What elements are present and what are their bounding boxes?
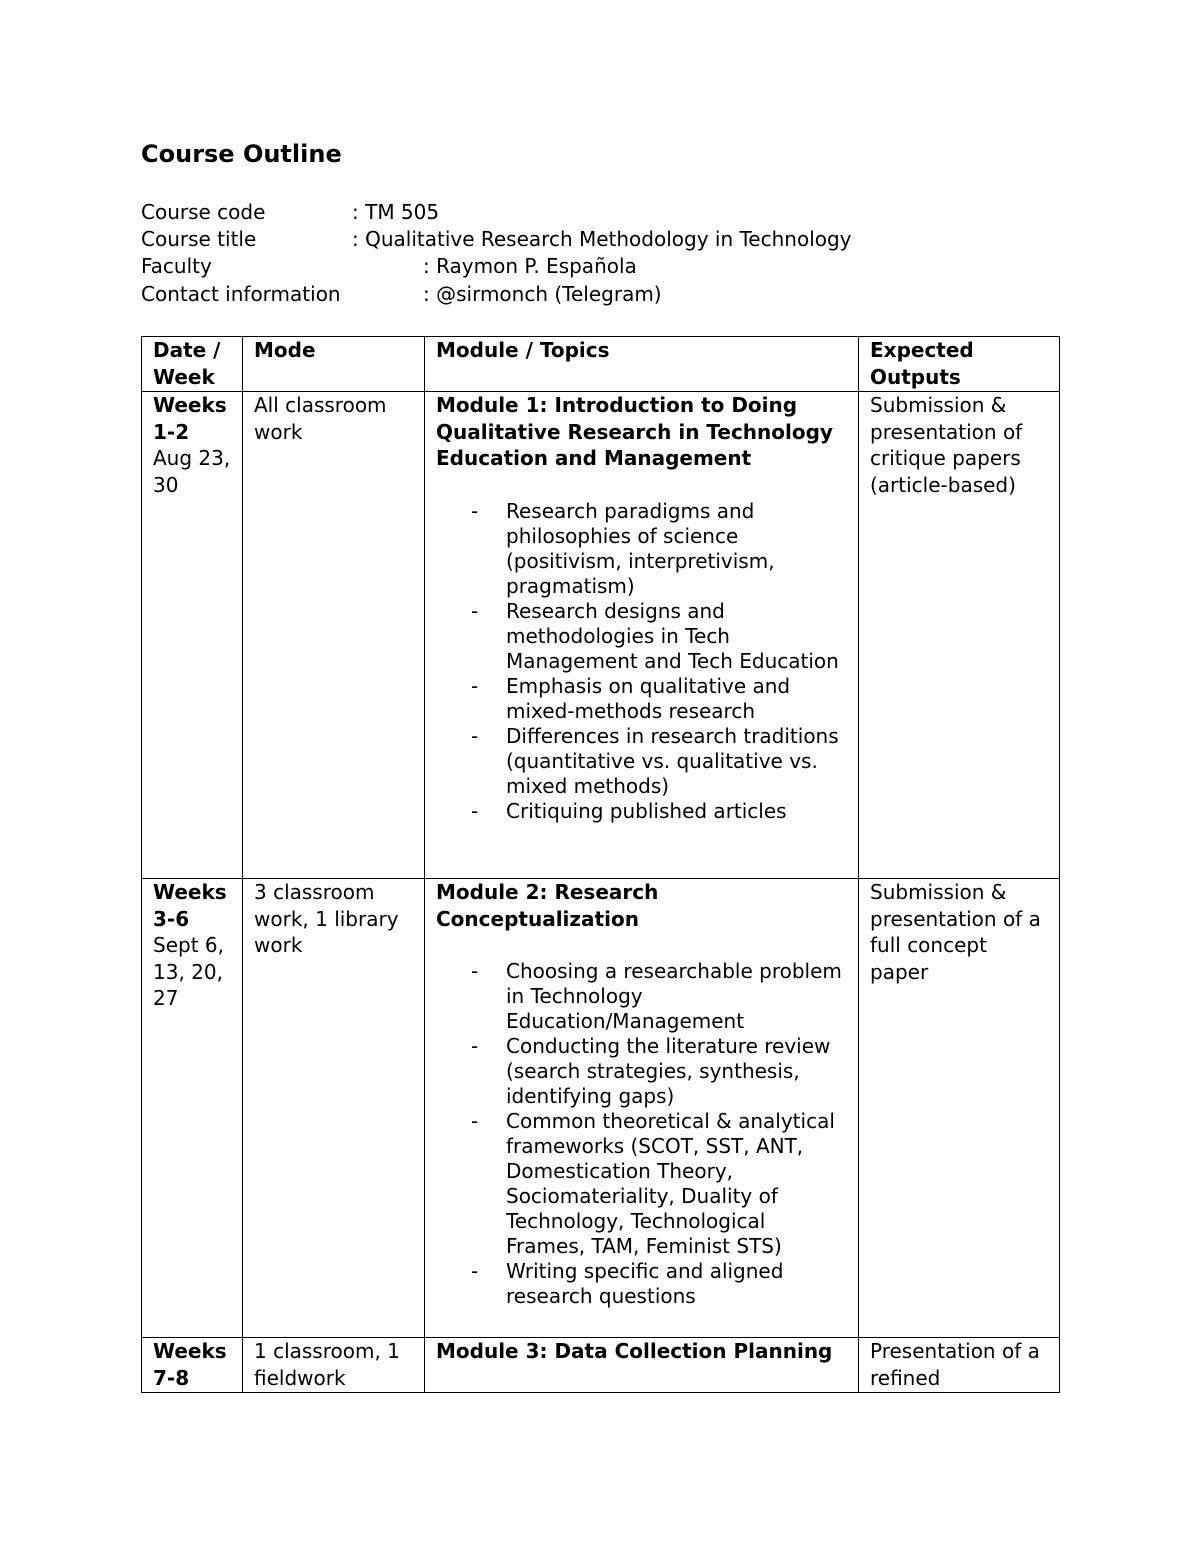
week-label: Weeks 3-6 [153,880,227,931]
week-label: Weeks 7-8 [153,1339,227,1390]
header-expected-outputs: Expected Outputs [859,337,1060,392]
module-title: Module 2: Research Conceptualization [436,880,659,931]
info-value: : @sirmonch (Telegram) [423,282,662,306]
output-cell: Submission & presentation of a full concept paper [859,879,1060,1338]
module-cell [425,392,859,879]
course-outline-table [141,336,1060,1393]
mode-cell: 1 classroom, 1 fieldwork [243,1338,425,1393]
page-title: Course Outline [141,140,342,168]
output-cell: Presentation of a refined [859,1338,1060,1393]
table-row [142,392,1060,879]
topic-list [436,959,850,1309]
module-title: Module 3: Data Collection Planning [436,1339,833,1363]
list-item: - Differences in research traditions (quantitative vs. qualitative vs. mixed methods) [506,724,850,799]
module-title: Module 1: Introduction to Doing Qualitative Research in Technology Education and Management [436,393,833,470]
list-item: - Research designs and methodologies in Tech Management and Tech Education [506,599,850,674]
info-value: : Raymon P. Española [423,254,637,278]
info-label: Contact information [141,282,341,306]
week-cell [142,1338,243,1393]
header-mode: Mode [243,337,425,392]
table-header-row [142,337,1060,392]
mode-cell: 3 classroom work, 1 library work [243,879,425,1338]
info-value: : TM 505 [352,200,440,224]
table-row [142,1338,1060,1393]
table-row [142,879,1060,1338]
week-cell [142,879,243,1338]
module-cell [425,1338,859,1393]
list-item: - Writing specific and aligned research questions [506,1259,850,1309]
week-cell [142,392,243,879]
list-item: - Research paradigms and philosophies of science (positivism, interpretivism, pragmatism) [506,499,850,599]
header-date-week: Date / Week [142,337,243,392]
info-label: Faculty [141,254,212,278]
week-label: Weeks 1-2 [153,393,227,444]
output-cell: Submission & presentation of critique papers (article-based) [859,392,1060,879]
list-item: - Choosing a researchable problem in Technology Education/Management [506,959,850,1034]
info-label: Course title [141,227,257,251]
info-label: Course code [141,200,266,224]
topic-list [436,499,850,824]
header-module-topics: Module / Topics [425,337,859,392]
week-dates: Aug 23, 30 [153,446,231,497]
week-dates: Sept 6, 13, 20, 27 [153,933,224,1010]
module-cell [425,879,859,1338]
list-item: - Emphasis on qualitative and mixed-methods research [506,674,850,724]
list-item: - Common theoretical & analytical frameworks (SCOT, SST, ANT, Domestication Theory, Sociomateriality, Duality of Technology, Technological Frames, TAM, Feminist STS) [506,1109,850,1259]
list-item: - Critiquing published articles [506,799,850,824]
mode-cell: All classroom work [243,392,425,879]
list-item: - Conducting the literature review (search strategies, synthesis, identifying gaps) [506,1034,850,1109]
info-value: : Qualitative Research Methodology in Technology [352,227,852,251]
